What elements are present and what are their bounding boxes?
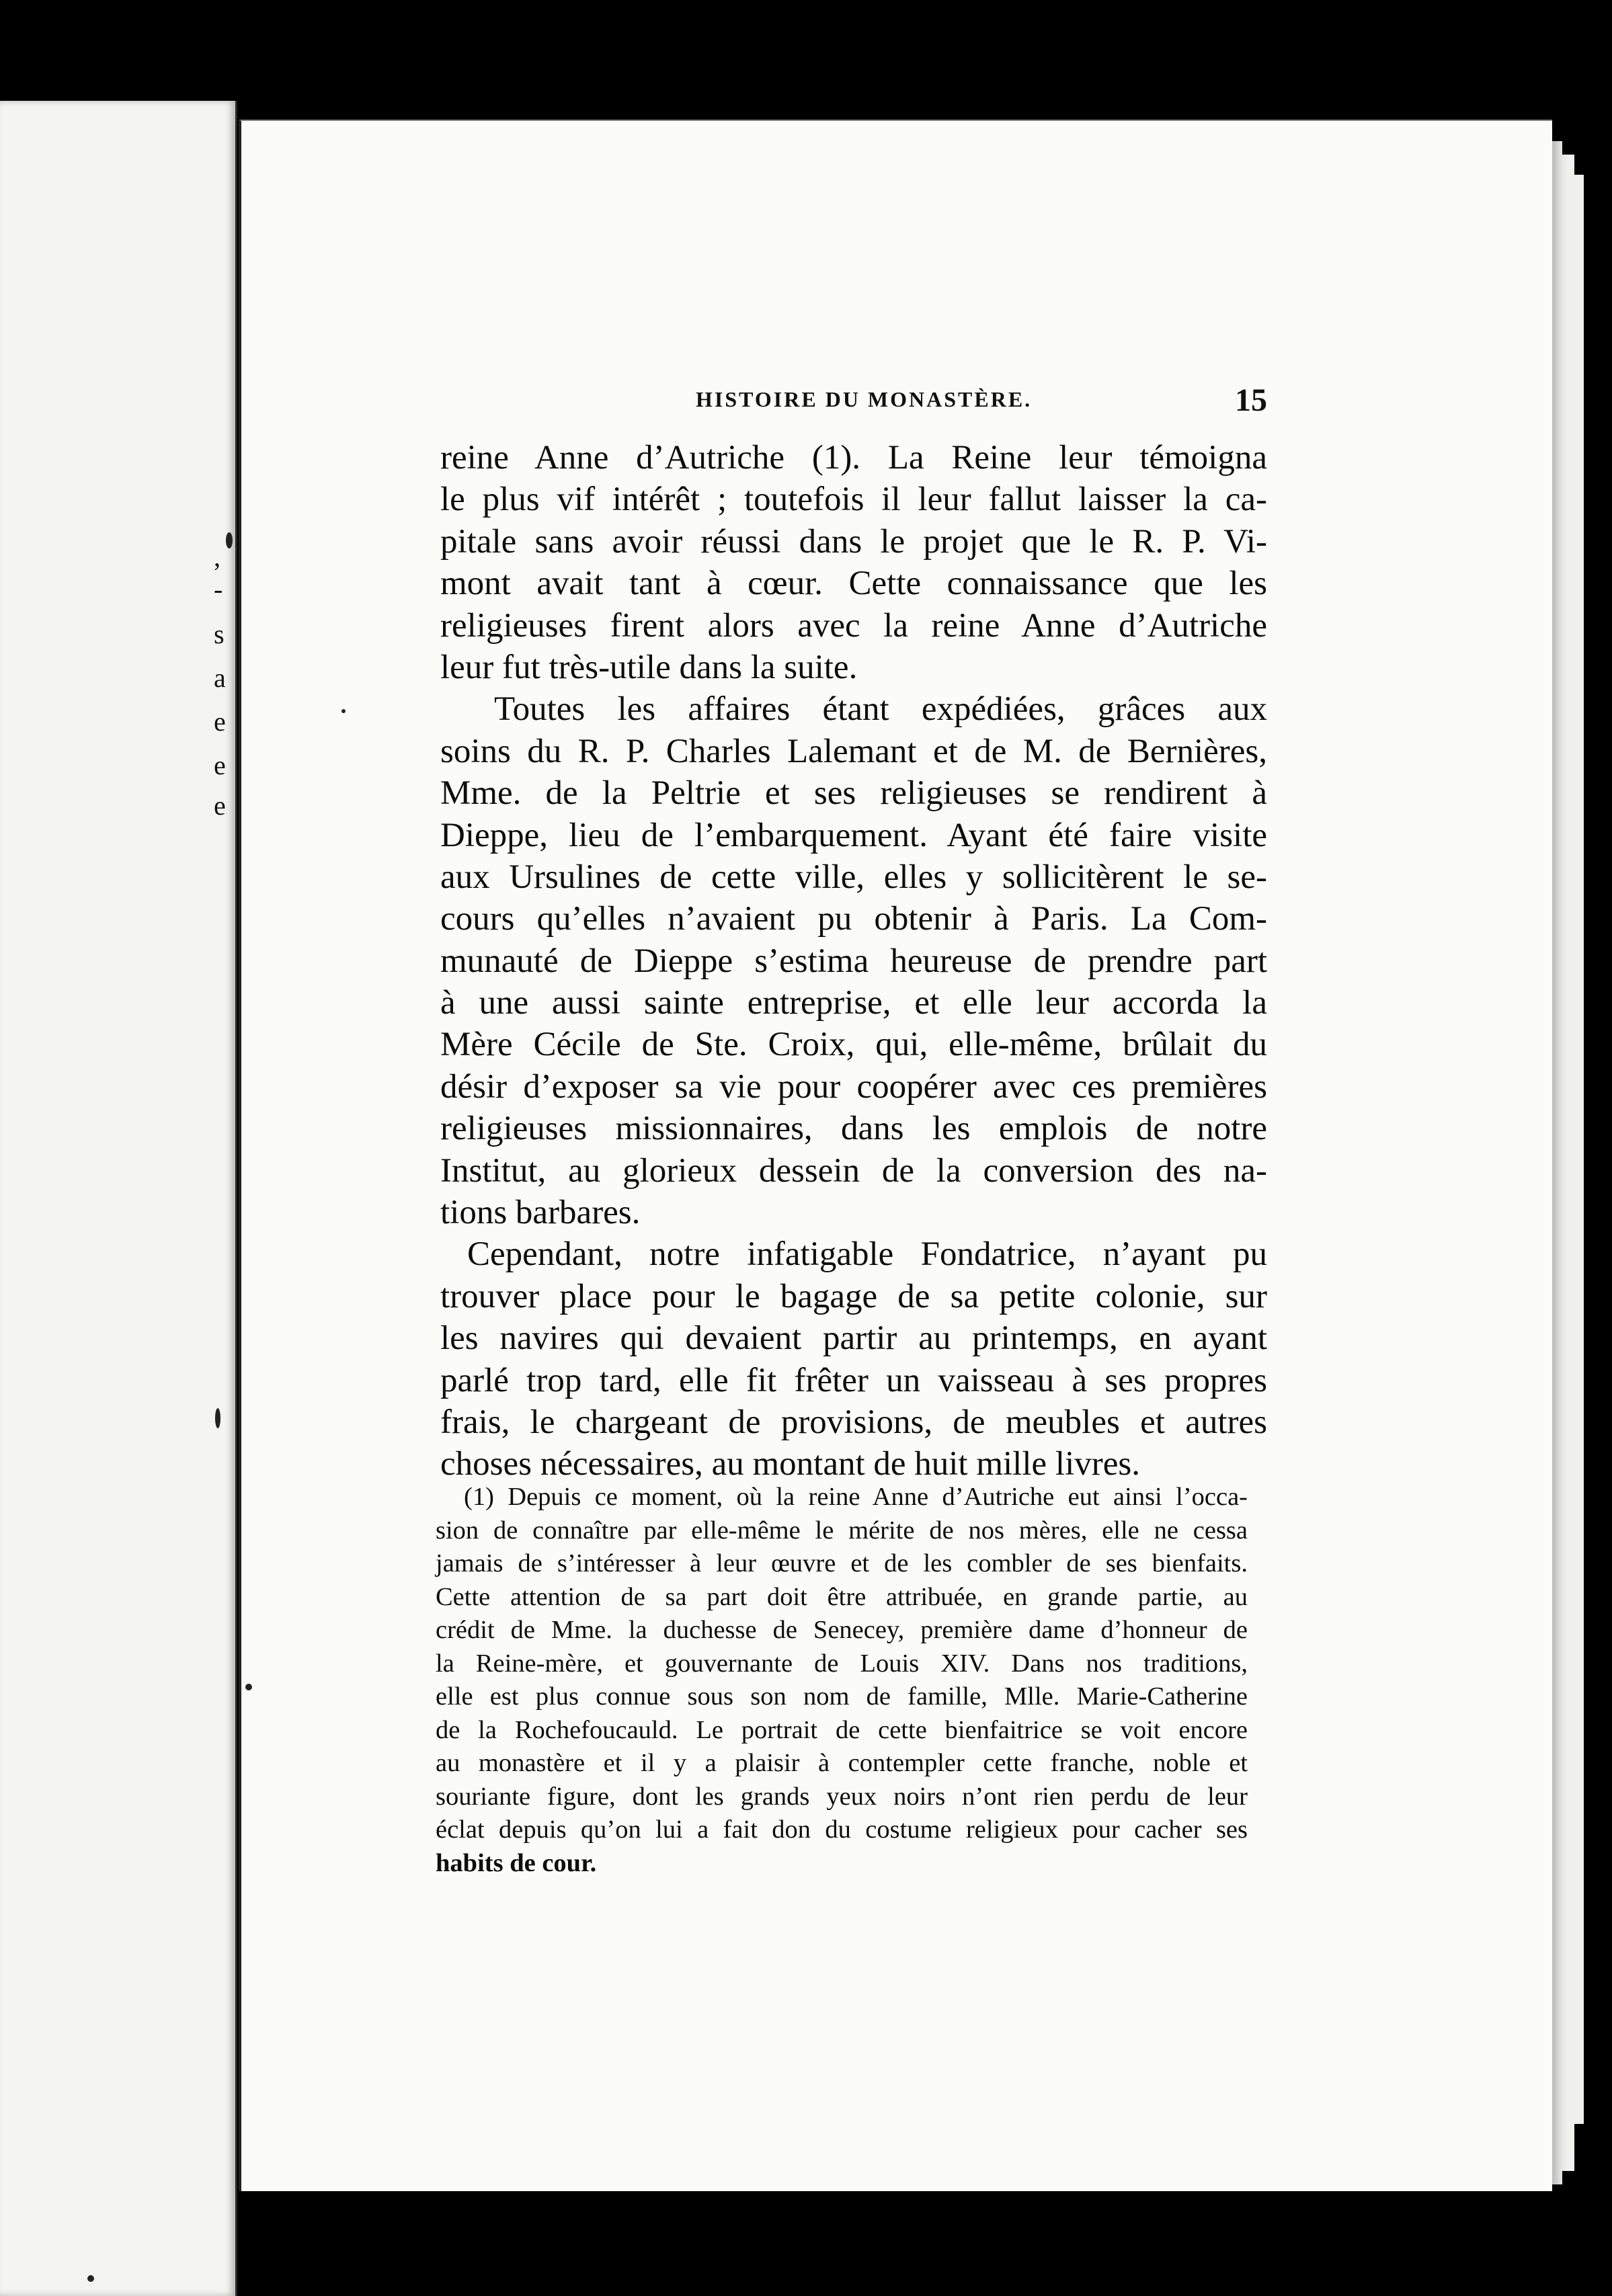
text-line: pitale sans avoir réussi dans le projet que le R. P. Vi- [440,522,1267,561]
scan-speck [245,1684,252,1690]
left-mark: , [214,542,220,572]
footnote-line: crédit de Mme. la duchesse de Senecey, première dame d’honneur de [436,1616,1248,1644]
running-head [696,382,1267,429]
scan-speck [341,709,346,713]
text-line: choses nécessaires, au montant de huit mille livres. [440,1445,1140,1483]
scan-speck [215,1408,220,1428]
text-line: religieuses missionnaires, dans les emplois de notre [440,1110,1267,1148]
text-line: munauté de Dieppe s’estima heureuse de prendre part [440,942,1267,980]
left-mark: e [214,790,226,821]
page-stack-edge [1573,175,1584,2124]
footnote-line: jamais de s’intéresser à leur œuvre et de les combler de ses bienfaits. [436,1549,1248,1577]
text-line: désir d’exposer sa vie pour coopérer avec ces premières [440,1067,1267,1106]
main-text [440,437,1267,1485]
footnote-line: au monastère et il y a plaisir à contempler cette franche, noble et [436,1749,1248,1777]
text-line: cours qu’elles n’avaient pu obtenir à Paris. La Com- [440,900,1267,938]
left-mark: s [214,619,225,649]
footnote-line: (1) Depuis ce moment, où la reine Anne d’Autriche eut ainsi l’occa- [464,1483,1248,1511]
text-line: les navires qui devaient partir au printemps, en ayant [440,1319,1267,1358]
page-number: 15 [1235,382,1267,418]
paragraph-start-line: Cependant, notre infatigable Fondatrice, n’ayant pu [467,1235,1267,1274]
text-line: Mère Cécile de Ste. Croix, qui, elle-même, brûlait du [440,1026,1267,1064]
text-line: le plus vif intérêt ; toutefois il leur fallut laisser la ca- [440,481,1267,519]
footnote-line: elle est plus connue sous son nom de famille, Mlle. Marie-Catherine [436,1682,1248,1711]
text-line: leur fut très-utile dans la suite. [440,648,858,686]
text-line: Mme. de la Peltrie et ses religieuses se rendirent à [440,774,1267,813]
text-line: reine Anne d’Autriche (1). La Reine leur témoigna [440,439,1267,477]
paragraph-start-line: Toutes les affaires étant expédiées, grâces aux [494,690,1267,729]
footnote-line: sion de connaître par elle-même le mérite de nos mères, elle ne cessa [436,1516,1248,1545]
previous-page-line-endings [214,541,234,1549]
text-line: parlé trop tard, elle fit frêter un vaisseau à ses propres [440,1361,1267,1399]
text-line: soins du R. P. Charles Lalemant et de M. de Bernières, [440,732,1267,770]
running-title: HISTOIRE DU MONASTÈRE. [696,387,1033,411]
text-line: Institut, au glorieux dessein de la conversion des na- [440,1151,1267,1190]
text-line: religieuses firent alors avec la reine Anne d’Autriche [440,606,1267,645]
left-mark: e [214,706,226,737]
footnote-line: habits de cour. [436,1848,597,1877]
text-line: aux Ursulines de cette ville, elles y sollicitèrent le se- [440,858,1267,896]
previous-page-edge [0,101,237,2296]
scan-speck [226,532,233,548]
footnote [436,1481,1248,1880]
text-line: mont avait tant à cœur. Cette connaissance que les [440,565,1267,603]
scan-speck [87,2275,94,2282]
text-line: trouver place pour le bagage de sa petite colonie, sur [440,1277,1267,1315]
text-line: Dieppe, lieu de l’embarquement. Ayant été faire visite [440,816,1267,854]
page-stack-edge [1561,155,1574,2171]
footnote-line: souriante figure, dont les grands yeux noirs n’ont rien perdu de leur [436,1782,1248,1811]
footnote-line: éclat depuis qu’on lui a fait don du costume religieux pour cacher ses [436,1815,1248,1844]
footnote-line: la Reine-mère, et gouvernante de Louis XIV. Dans nos traditions, [436,1649,1248,1678]
text-line: tions barbares. [440,1194,641,1232]
text-line: frais, le chargeant de provisions, de meubles et autres [440,1403,1267,1441]
footnote-line: de la Rochefoucauld. Le portrait de cette bienfaitrice se voit encore [436,1715,1248,1744]
left-mark: a [214,663,226,693]
left-mark: - [214,574,223,604]
left-mark: e [214,750,226,780]
footnote-line: Cette attention de sa part doit être attribuée, en grande partie, au [436,1582,1248,1611]
text-line: à une aussi sainte entreprise, et elle leur accorda la [440,984,1267,1022]
